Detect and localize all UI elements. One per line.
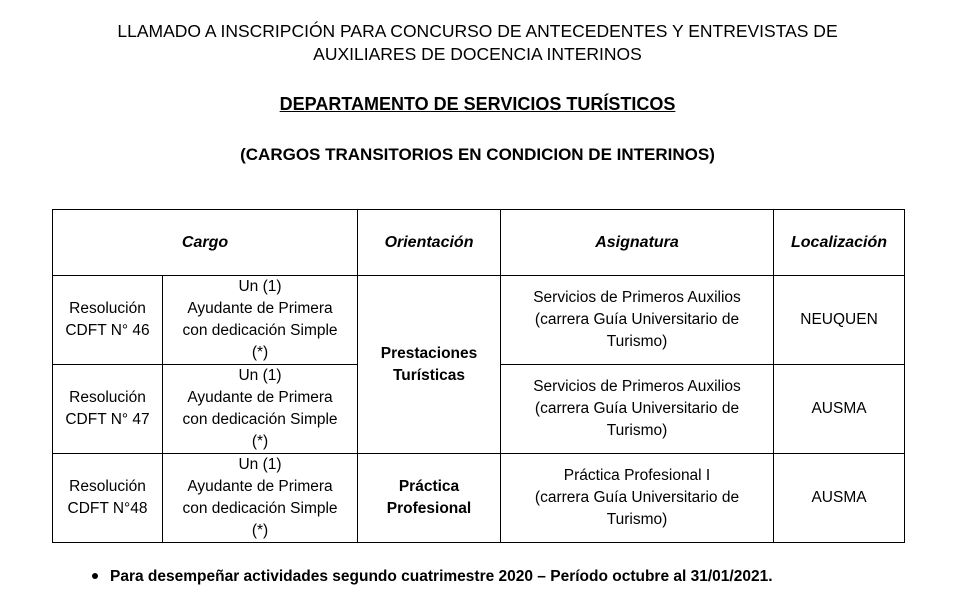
cargo-line: (*) — [251, 522, 269, 539]
cargo-line: con dedicación Simple — [182, 500, 338, 517]
cargo-line: Ayudante de Primera — [187, 478, 333, 495]
header-asignatura: Asignatura — [501, 210, 774, 276]
call-title-line-1: LLAMADO A INSCRIPCIÓN PARA CONCURSO DE ANTECEDENTES Y ENTREVISTAS DE — [117, 21, 838, 41]
orientacion-cell — [358, 276, 501, 454]
orientacion-line: Profesional — [386, 500, 472, 517]
header-cargo: Cargo — [53, 210, 358, 276]
asignatura-line: (carrera Guía Universitario de — [534, 489, 740, 506]
resolucion-label: Resolución — [69, 478, 146, 495]
bullet-icon — [92, 573, 98, 579]
orientacion-line: Prestaciones — [380, 344, 478, 362]
resolucion-label: Resolución — [69, 389, 146, 406]
cargo-cell — [163, 454, 358, 543]
asignatura-line: Servicios de Primeros Auxilios — [533, 289, 741, 306]
resolucion-cell — [53, 454, 163, 543]
resolucion-number: CDFT N°48 — [67, 500, 148, 517]
asignatura-line: Turismo) — [606, 511, 668, 528]
asignatura-cell — [501, 276, 774, 365]
cargo-cell — [163, 276, 358, 365]
positions-table — [52, 209, 905, 543]
asignatura-line: Turismo) — [606, 422, 668, 439]
header-localizacion: Localización — [774, 210, 905, 276]
cargo-line: (*) — [251, 344, 269, 361]
header-orientacion: Orientación — [358, 210, 501, 276]
resolucion-number: CDFT N° 46 — [65, 322, 150, 339]
asignatura-line: Práctica Profesional I — [563, 467, 711, 484]
cargo-line: con dedicación Simple — [182, 411, 338, 428]
cargo-line: con dedicación Simple — [182, 322, 338, 339]
department-title: DEPARTAMENTO DE SERVICIOS TURÍSTICOS — [279, 94, 676, 114]
table-row — [53, 454, 905, 543]
orientacion-cell — [358, 454, 501, 543]
localizacion-cell: NEUQUEN — [774, 276, 905, 365]
resolucion-label: Resolución — [69, 300, 146, 317]
cargo-line: Un (1) — [238, 367, 282, 384]
cargo-line: Ayudante de Primera — [187, 300, 333, 317]
cargo-line: Ayudante de Primera — [187, 389, 333, 406]
cargo-cell — [163, 365, 358, 454]
footnote-text: Para desempeñar actividades segundo cuatrimestre 2020 – Período octubre al 31/01/2021. — [110, 568, 773, 585]
resolucion-number: CDFT N° 47 — [65, 411, 150, 428]
localizacion-cell: AUSMA — [774, 454, 905, 543]
call-title-line-2: AUXILIARES DE DOCENCIA INTERINOS — [313, 44, 642, 64]
resolucion-cell — [53, 365, 163, 454]
asignatura-line: (carrera Guía Universitario de — [534, 400, 740, 417]
cargo-line: (*) — [251, 433, 269, 450]
cargo-line: Un (1) — [238, 278, 282, 295]
asignatura-cell — [501, 365, 774, 454]
positions-subtitle: (CARGOS TRANSITORIOS EN CONDICION DE INTERINOS) — [240, 145, 715, 164]
asignatura-line: Servicios de Primeros Auxilios — [533, 378, 741, 395]
orientacion-line: Turísticas — [392, 366, 466, 384]
call-title — [0, 20, 955, 66]
asignatura-cell — [501, 454, 774, 543]
localizacion-cell: AUSMA — [774, 365, 905, 454]
asignatura-line: Turismo) — [606, 333, 668, 350]
cargo-line: Un (1) — [238, 456, 282, 473]
table-header-row — [53, 210, 905, 276]
footnote-bullet-item — [92, 566, 773, 588]
resolucion-cell — [53, 276, 163, 365]
table-row — [53, 276, 905, 365]
asignatura-line: (carrera Guía Universitario de — [534, 311, 740, 328]
orientacion-line: Práctica — [398, 478, 460, 495]
